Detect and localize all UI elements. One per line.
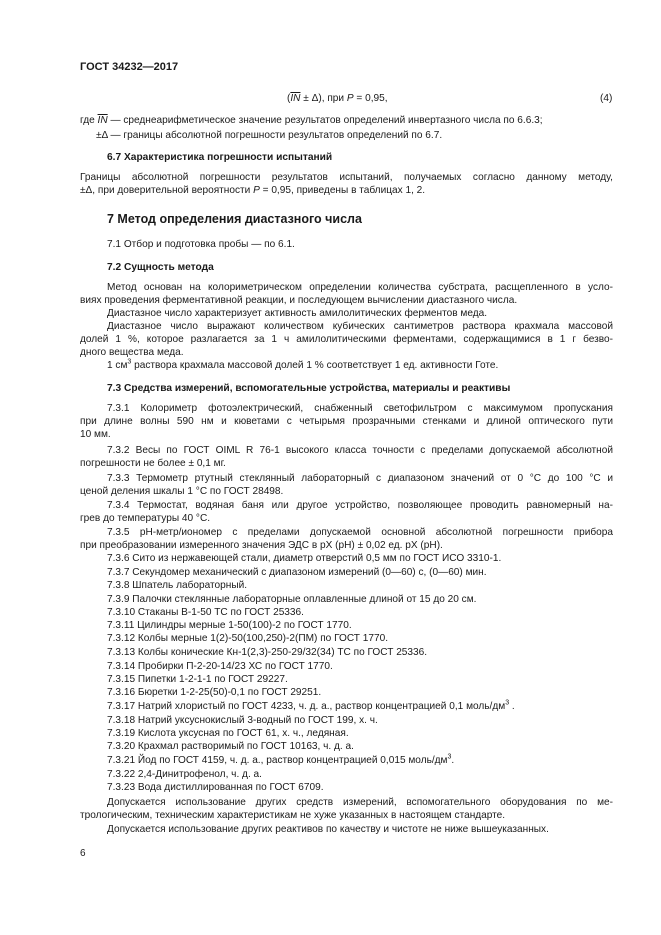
item-7-3-5-line-1: 7.3.5 pH-метр/иономер с пределами допускаемой основной абсолютной погрешности прибора	[107, 527, 613, 538]
item-7-3-21: 7.3.21 Йод по ГОСТ 4159, ч. д. а., раствор концентрацией 0,015 моль/$дм^3$.	[107, 753, 455, 766]
item-7-3-16: 7.3.16 Бюретки 1-2-25(50)-0,1 по ГОСТ 29251.	[107, 687, 322, 698]
item-7-3-4-line-2: грев до температуры 40 °С.	[80, 513, 211, 524]
item-7-3-3-line-1: 7.3.3 Термометр ртутный стеклянный лабораторный с диапазоном значений от 0 °С до 100 °С и	[107, 473, 613, 484]
s72-p1-line-1: Метод основан на колориметрическом определении количества субстрата, расщепленного в усло-	[107, 282, 613, 293]
item-7-3-19: 7.3.19 Кислота уксусная по ГОСТ 61, х. ч., ледяная.	[107, 728, 349, 739]
item-7-3-22: 7.3.22 2,4-Динитрофенол, ч. д. а.	[107, 769, 262, 780]
item-7-3-2-line-1: 7.3.2 Весы по ГОСТ OIML R 76-1 высокого класса точности с пределами допускаемой абсолютной	[107, 445, 613, 456]
s72-p4: 1 $см^3$ раствора крахмала массовой долей 1 % соответствует 1 ед. активности Готе.	[107, 358, 499, 371]
section-7-3-title: 7.3 Средства измерений, вспомогательные устройства, материалы и реактивы	[107, 383, 511, 394]
s72-p3-line-3: дного вещества меда.	[80, 347, 184, 358]
allow-2: Допускается использование других реактивов по качеству и чистоте не ниже вышеуказанных.	[107, 824, 549, 835]
section-7-title: 7 Метод определения диастазного числа	[107, 212, 362, 226]
item-7-3-20: 7.3.20 Крахмал растворимый по ГОСТ 10163, ч. д. а.	[107, 741, 354, 752]
item-7-3-11: 7.3.11 Цилиндры мерные 1-50(100)-2 по ГОСТ 1770.	[107, 620, 352, 631]
item-7-3-7: 7.3.7 Секундомер механический с диапазоном измерений (0—60) с, (0—60) мин.	[107, 567, 487, 578]
item-7-3-18: 7.3.18 Натрий уксуснокислый 3-водный по ГОСТ 199, х. ч.	[107, 715, 378, 726]
item-7-3-9: 7.3.9 Палочки стеклянные лабораторные оплавленные длиной от 15 до 20 см.	[107, 594, 477, 605]
item-7-3-5-line-2: при преобразовании измеренного значения ЭДС в рХ (pH) ± 0,02 ед. рХ (pH).	[80, 540, 443, 551]
item-7-3-14: 7.3.14 Пробирки П-2-20-14/23 ХС по ГОСТ 1770.	[107, 661, 333, 672]
page-number: 6	[80, 848, 86, 859]
item-7-3-23: 7.3.23 Вода дистиллированная по ГОСТ 6709.	[107, 782, 324, 793]
item-7-3-12: 7.3.12 Колбы мерные 1(2)-50(100,250)-2(ПМ) по ГОСТ 1770.	[107, 633, 389, 644]
item-7-3-4-line-1: 7.3.4 Термостат, водяная баня или другое устройство, позволяющее проводить равномерный на-	[107, 500, 613, 511]
allow-1-line-2: трологическим, техническим характеристикам не хуже указанных в настоящем стандарте.	[80, 810, 506, 821]
where-line-1: где $\overline{IN}$ — среднеарифметическое значение результатов определений инвертазного числа по 6.6.3;	[80, 115, 543, 126]
item-7-3-8: 7.3.8 Шпатель лабораторный.	[107, 580, 248, 591]
s72-p2: Диастазное число характеризует активность амилолитических ферментов меда.	[107, 308, 488, 319]
allow-1-line-1: Допускается использование других средств измерений, вспомогательного оборудования по ме-	[107, 797, 613, 808]
s72-p1-line-2: виях проведения ферментативной реакции, и последующем вычислении диастазного числа.	[80, 295, 518, 306]
formula-number: (4)	[600, 93, 613, 104]
s72-p3-line-2: долей 1 %, которое разлагается за 1 ч амилолитическими ферментами, содержащимися в 1 г безво-	[80, 334, 613, 345]
s67-para-line-2: ±Δ, при доверительной вероятности P = 0,95, приведены в таблицах 1, 2.	[80, 185, 426, 196]
item-7-3-13: 7.3.13 Колбы конические Кн-1(2,3)-250-29/32(34) ТС по ГОСТ 25336.	[107, 647, 428, 658]
item-7-3-10: 7.3.10 Стаканы В-1-50 ТС по ГОСТ 25336.	[107, 607, 304, 618]
where-line-2: ±Δ — границы абсолютной погрешности результатов определений по 6.7.	[96, 130, 443, 141]
s67-para-line-1: Границы абсолютной погрешности результатов испытаний, получаемых согласно данному методу,	[80, 172, 613, 183]
document-header: ГОСТ 34232—2017	[80, 61, 179, 73]
item-7-3-17: 7.3.17 Натрий хлористый по ГОСТ 4233, ч. д. а., раствор концентрацией 0,1 моль/$дм^3$ .	[107, 699, 515, 712]
item-7-3-1-line-1: 7.3.1 Колориметр фотоэлектрический, снабженный светофильтром с максимумом пропускания	[107, 403, 613, 414]
formula-4: $(\overline{IN} \pm \Delta)$, при P = 0,95,	[287, 93, 388, 104]
item-7-3-1-line-2: при длине волны 590 нм и кюветами с четырьмя прозрачными стенками и длиной оптического пути	[80, 416, 613, 427]
item-7-3-15: 7.3.15 Пипетки 1-2-1-1 по ГОСТ 29227.	[107, 674, 288, 685]
item-7-3-6: 7.3.6 Сито из нержавеющей стали, диаметр отверстий 0,5 мм по ГОСТ ИСО 3310-1.	[107, 553, 502, 564]
s71-para: 7.1 Отбор и подготовка пробы — по 6.1.	[107, 239, 295, 250]
item-7-3-3-line-2: ценой деления шкалы 1 °С по ГОСТ 28498.	[80, 486, 284, 497]
section-6-7-title: 6.7 Характеристика погрешности испытаний	[107, 152, 333, 163]
formula-var-in: $\overline{IN}$	[290, 93, 301, 104]
section-7-2-title: 7.2 Сущность метода	[107, 262, 214, 273]
item-7-3-2-line-2: погрешности не более ± 0,1 мг.	[80, 458, 226, 469]
item-7-3-1-line-3: 10 мм.	[80, 429, 111, 440]
s72-p3-line-1: Диастазное число выражают количеством кубических сантиметров раствора крахмала массовой	[107, 321, 613, 332]
